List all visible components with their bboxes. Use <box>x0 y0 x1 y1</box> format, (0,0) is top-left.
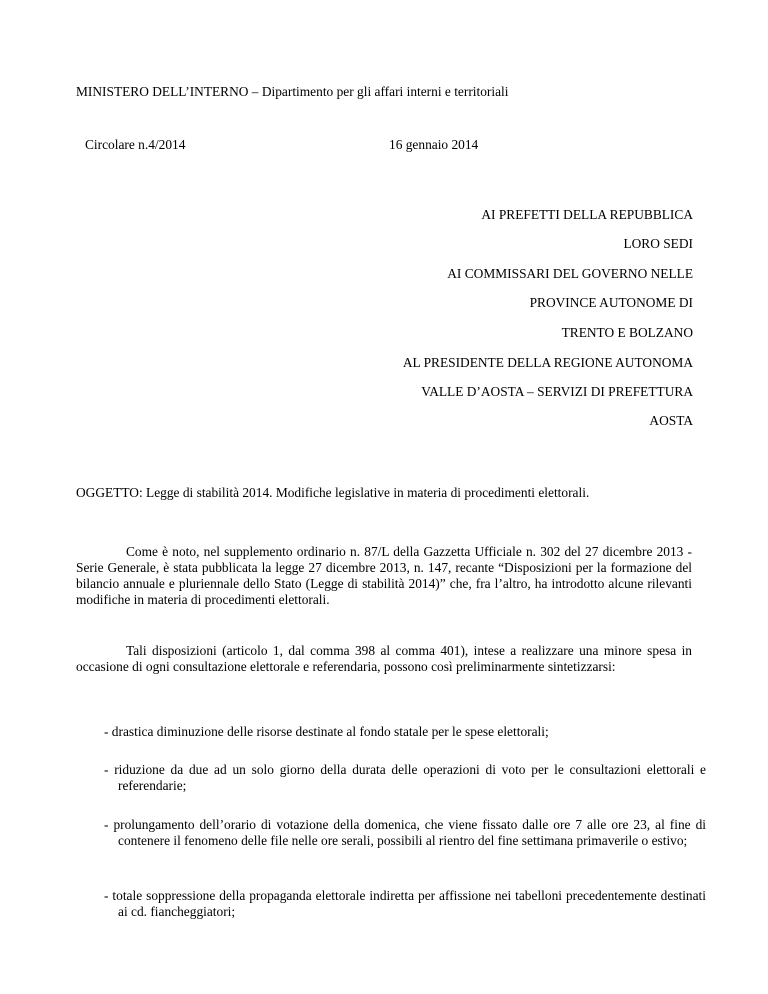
circular-date: 16 gennaio 2014 <box>389 137 479 152</box>
ministry-header: MINISTERO DELL’INTERNO – Dipartimento per gli affari interni e territoriali <box>76 84 509 99</box>
addressee-line: PROVINCE AUTONOME DI <box>529 295 693 310</box>
addressee-line: AL PRESIDENTE DELLA REGIONE AUTONOMA <box>402 355 693 370</box>
subject-line: OGGETTO: Legge di stabilità 2014. Modifiche legislative in materia di procedimenti elettorali. <box>76 485 590 500</box>
addressee-line: AI PREFETTI DELLA REPUBBLICA <box>481 207 693 222</box>
paragraph-text: Come è noto, nel supplemento ordinario n. 87/L della Gazzetta Ufficiale n. 302 del 27 dicembre 2013 - Serie Generale, è stata pubblicata la legge 27 dicembre 2013, n. 147, recante “Disposizioni per la formazione del bilancio annuale e pluriennale dello Stato (Legge di stabilità 2014)” che, fra l’altro, ha introdotto alcune rilevanti modifiche in materia di procedimenti elettorali. <box>76 544 692 607</box>
addressee-line: LORO SEDI <box>623 236 693 251</box>
body-paragraph <box>76 544 692 608</box>
bullet-item: - totale soppressione della propaganda elettorale indiretta per affissione nei tabelloni precedentemente destinati ai cd. fiancheggiatori; <box>104 888 706 919</box>
bullet-item: - riduzione da due ad un solo giorno della durata delle operazioni di voto per le consultazioni elettorali e referendarie; <box>104 762 706 793</box>
bullet-item: - drastica diminuzione delle risorse destinate al fondo statale per le spese elettorali; <box>104 724 549 739</box>
addressee-line: AOSTA <box>649 413 693 428</box>
circular-number: Circolare n.4/2014 <box>85 137 186 152</box>
bullet-item: - prolungamento dell’orario di votazione della domenica, che viene fissato dalle ore 7 alle ore 23, al fine di contenere il fenomeno delle file nelle ore serali, possibili al rientro del fine settimana primaverile o estivo; <box>104 817 706 848</box>
addressee-line: TRENTO E BOLZANO <box>561 325 693 340</box>
body-paragraph <box>76 643 692 675</box>
addressee-line: VALLE D’AOSTA – SERVIZI DI PREFETTURA <box>421 384 693 399</box>
paragraph-text: Tali disposizioni (articolo 1, dal comma 398 al comma 401), intese a realizzare una minore spesa in occasione di ogni consultazione elettorale e referendaria, possono così preliminarmente sintetizzarsi: <box>76 643 692 674</box>
addressee-line: AI COMMISSARI DEL GOVERNO NELLE <box>447 266 693 281</box>
